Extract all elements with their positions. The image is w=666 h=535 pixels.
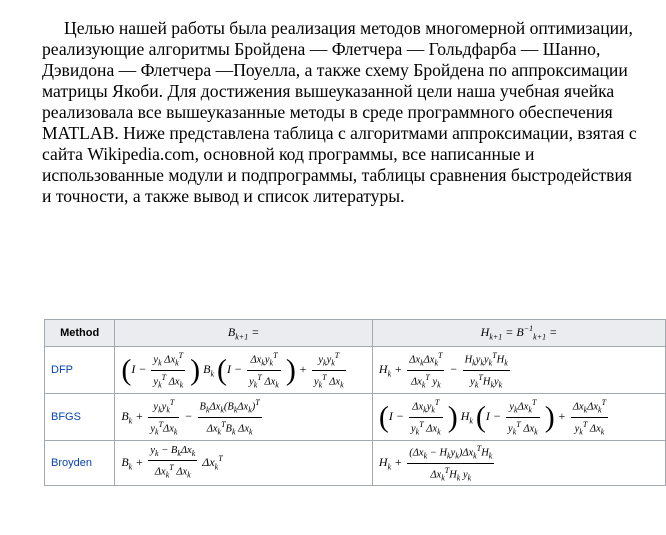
table-header-row: [45, 320, 666, 347]
method-link-bfgs[interactable]: BFGS: [45, 394, 115, 441]
paragraph-line: Дэвидона — Флетчера —Поуелла, а также схему Бройдена по аппроксимации: [42, 60, 628, 80]
formula-b-dfp: (I − $\frac{y_k \Delta x_k^T}{y_k^T \Delta x_k}$ ) $B_k$ (I − $\frac{\Delta x_ky_k^T}{y_k^T \Delta x_k}$ ) + $\frac{y_ky_k^T}{y_k^T \Delta x_k}$: [115, 347, 373, 394]
formula-h-dfp: $H_k$ + $\frac{\Delta x_k\Delta x_k^T}{\Delta x_k^T y_k}$ − $\frac{H_ky_ky_k^TH_k}{y_k^TH_ky_k}$: [372, 347, 665, 394]
paragraph-line: использованные модули и подпрограммы, таблицы сравнения быстродействия: [42, 165, 632, 185]
formula-h-bfgs: (I − $\frac{\Delta x_ky_k^T}{y_k^T \Delta x_k}$ ) $H_k$ (I − $\frac{y_k\Delta x_k^T}{y_k^T \Delta x_k}$ ) + $\frac{\Delta x_k\Delta x_k^T}{y_k^T \Delta x_k}$: [372, 394, 665, 441]
method-link-dfp[interactable]: DFP: [45, 347, 115, 394]
formula-h-broyden: $H_k$ + $\frac{(\Delta x_k - H_ky_k)\Delta x_k^TH_k}{\Delta x_k^TH_k y_k}$: [372, 441, 665, 486]
formula-b-bfgs: $B_k$ + $\frac{y_ky_k^T}{y_k^T\Delta x_k}$ − $\frac{B_k\Delta x_k(B_k\Delta x_k)^T}{\Delta x_k^TB_k \Delta x_k}$: [115, 394, 373, 441]
header-h-update: $H_{k+1} = B^{-1}_{k+1}$ =: [372, 320, 665, 347]
paragraph-line: MATLAB. Ниже представлена таблица с алгоритмами аппроксимации, взятая с: [42, 123, 637, 143]
paragraph-line: реализующие алгоритмы Бройдена — Флетчера — Гольдфарба — Шанно,: [42, 39, 601, 59]
paragraph-line: Целью нашей работы была реализация методов многомерной оптимизации,: [64, 18, 633, 38]
table-row: [45, 441, 666, 486]
method-link-broyden[interactable]: Broyden: [45, 441, 115, 486]
paragraph-line: матрицы Якоби. Для достижения вышеуказанной цели наша учебная ячейка: [42, 81, 615, 101]
methods-table: [44, 319, 666, 486]
formula-b-broyden: $B_k$ + $\frac{y_k - B_k\Delta x_k}{\Delta x_k^T \Delta x_k}$ $\Delta x_k^T$: [115, 441, 373, 486]
paragraph-line: сайта Wikipedia.com, основной код программы, все написанные и: [42, 144, 535, 164]
paragraph-line: реализовала все вышеуказанные методы в среде программного обеспечения: [42, 102, 613, 122]
header-method: Method: [45, 320, 115, 347]
methods-table-container: [44, 319, 666, 487]
header-b-update: $B_{k+1}$ =: [115, 320, 373, 347]
table-row: [45, 394, 666, 441]
paragraph-line: и точности, а также вывод и список литературы.: [42, 186, 405, 206]
table-row: [45, 347, 666, 394]
intro-paragraph: [42, 18, 662, 207]
